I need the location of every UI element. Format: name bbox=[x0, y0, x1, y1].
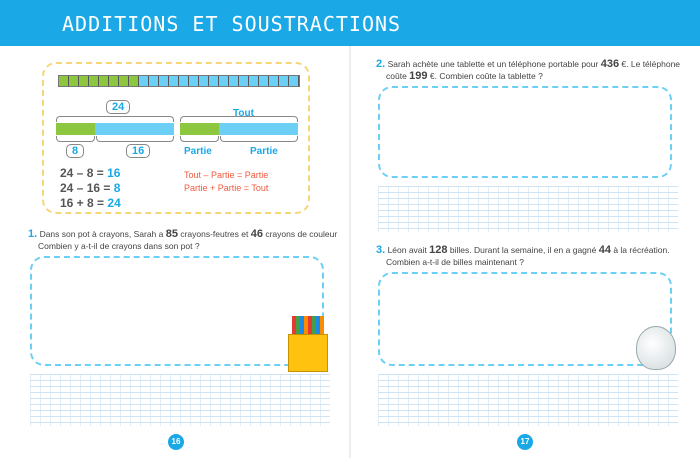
cube bbox=[209, 76, 219, 86]
partie-label: Partie bbox=[250, 146, 278, 157]
cube bbox=[159, 76, 169, 86]
brace-part2 bbox=[96, 136, 174, 142]
answer-box-3[interactable] bbox=[378, 272, 672, 366]
equation: 24 – 16 = 8 bbox=[60, 181, 121, 195]
part1-value: 8 bbox=[66, 144, 84, 158]
rule-text: Partie + Partie = Tout bbox=[184, 183, 269, 193]
question-1: 1. Dans son pot à crayons, Sarah a 85 crayons-feutres et 46 crayons de couleur Combien y a-t-il de crayons dans son pot ? bbox=[28, 228, 338, 251]
brace-top bbox=[56, 116, 174, 122]
cube bbox=[139, 76, 149, 86]
cube bbox=[99, 76, 109, 86]
writing-grid[interactable] bbox=[378, 374, 678, 426]
generic-bar bbox=[180, 123, 298, 135]
cube bbox=[289, 76, 299, 86]
cube bbox=[109, 76, 119, 86]
part2-value: 16 bbox=[126, 144, 150, 158]
cube bbox=[129, 76, 139, 86]
brace-partie2 bbox=[220, 136, 298, 142]
cube bbox=[179, 76, 189, 86]
cube bbox=[249, 76, 259, 86]
question-2: 2. Sarah achète une tablette et un téléphone portable pour 436 €. Le téléphone coûte 199 €. Combien coûte la tablette ? bbox=[376, 58, 681, 82]
answer-box-1[interactable] bbox=[30, 256, 324, 366]
page-number-right: 17 bbox=[517, 434, 533, 450]
cube bbox=[79, 76, 89, 86]
cube bbox=[149, 76, 159, 86]
cube bbox=[259, 76, 269, 86]
cube bbox=[229, 76, 239, 86]
brace-partie1 bbox=[180, 136, 219, 142]
tout-label: Tout bbox=[233, 108, 254, 119]
pencil-pot-icon bbox=[288, 316, 328, 372]
cube bbox=[219, 76, 229, 86]
answer-box-2[interactable] bbox=[378, 86, 672, 178]
question-3: 3. Léon avait 128 billes. Durant la semaine, il en a gagné 44 à la récréation. Combien a-t-il de billes maintenant ? bbox=[376, 244, 670, 267]
marble-bag-icon bbox=[636, 326, 676, 370]
part-whole-bar bbox=[56, 123, 174, 135]
cube bbox=[169, 76, 179, 86]
page-number-left: 16 bbox=[168, 434, 184, 450]
brace-part1 bbox=[56, 136, 95, 142]
page-title: ADDITIONS ET SOUSTRACTIONS bbox=[62, 12, 402, 36]
cube-strip bbox=[58, 75, 300, 87]
lesson-box bbox=[42, 62, 310, 214]
cube bbox=[119, 76, 129, 86]
rule-text: Tout – Partie = Partie bbox=[184, 170, 269, 180]
writing-grid[interactable] bbox=[378, 186, 678, 232]
writing-grid[interactable] bbox=[30, 374, 330, 426]
cube bbox=[199, 76, 209, 86]
header-band bbox=[0, 0, 700, 46]
cube bbox=[239, 76, 249, 86]
cube bbox=[89, 76, 99, 86]
page-spine bbox=[349, 46, 351, 458]
cube bbox=[269, 76, 279, 86]
equation: 24 – 8 = 16 bbox=[60, 166, 121, 180]
partie-label: Partie bbox=[184, 146, 212, 157]
cube bbox=[59, 76, 69, 86]
whole-value: 24 bbox=[106, 100, 130, 114]
brace-tout bbox=[180, 116, 298, 122]
cube bbox=[189, 76, 199, 86]
cube bbox=[69, 76, 79, 86]
equation: 16 + 8 = 24 bbox=[60, 196, 121, 210]
cube bbox=[279, 76, 289, 86]
